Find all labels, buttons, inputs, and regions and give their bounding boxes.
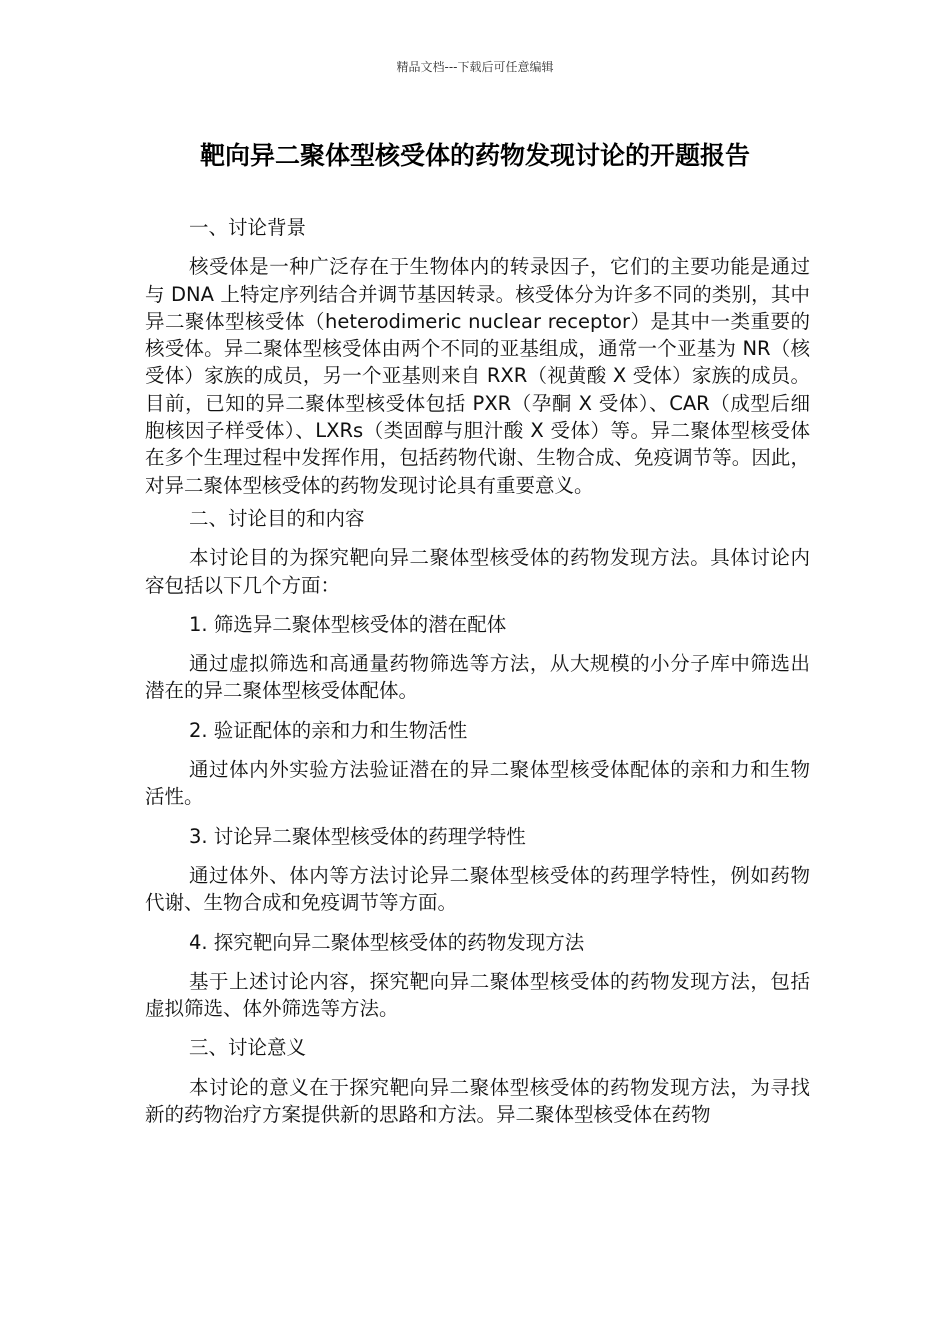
item-heading-2: 2. 验证配体的亲和力和生物活性	[189, 718, 468, 742]
document-body	[145, 214, 810, 1128]
item-heading-4: 4. 探究靶向异二聚体型核受体的药物发现方法	[189, 930, 585, 954]
document-title: 靶向异二聚体型核受体的药物发现讨论的开题报告	[199, 141, 750, 170]
header-note: 精品文档---下载后可任意编辑	[396, 60, 554, 74]
item-paragraph-3: 通过体外、体内等方法讨论异二聚体型核受体的药理学特性，例如药物代谢、生物合成和免疫调节等方面。	[145, 863, 810, 915]
section-heading-background: 一、讨论背景	[189, 216, 307, 239]
section-heading-significance: 三、讨论意义	[189, 1036, 307, 1060]
section-heading-purpose: 二、讨论目的和内容	[189, 506, 365, 530]
paragraph-significance: 本讨论的意义在于探究靶向异二聚体型核受体的药物发现方法，为寻找新的药物治疗方案提供新的思路和方法。异二聚体型核受体在药物	[145, 1075, 810, 1127]
item-paragraph-2: 通过体内外实验方法验证潜在的异二聚体型核受体配体的亲和力和生物活性。	[145, 758, 810, 809]
paragraph-background: 核受体是一种广泛存在于生物体内的转录因子，它们的主要功能是通过与 DNA 上特定序列结合并调节基因转录。核受体分为许多不同的类别，其中异二聚体型核受体（heterodimeric nuclear receptor）是其中一类重要的核受体。异二聚体型核受体由两个不同的亚基组成，通常一个亚基为 NR（核受体）家族的成员，另一个亚基则来自 RXR（视黄酸 X 受体）家族的成员。目前，已知的异二聚体型核受体包括 PXR（孕酮 X 受体）、CAR（成型后细胞核因子样受体）、LXRs（类固醇与胆汁酸 X 受体）等。异二聚体型核受体在多个生理过程中发挥作用，包括药物代谢、生物合成、免疫调节等。因此，对异二聚体型核受体的药物发现讨论具有重要意义。	[145, 255, 810, 497]
paragraph-purpose: 本讨论目的为探究靶向异二聚体型核受体的药物发现方法。具体讨论内容包括以下几个方面：	[145, 546, 810, 597]
item-heading-1: 1. 筛选异二聚体型核受体的潜在配体	[189, 612, 507, 636]
item-heading-3: 3. 讨论异二聚体型核受体的药理学特性	[189, 824, 526, 848]
item-paragraph-1: 通过虚拟筛选和高通量药物筛选等方法，从大规模的小分子库中筛选出潜在的异二聚体型核受体配体。	[145, 652, 810, 703]
item-paragraph-4: 基于上述讨论内容，探究靶向异二聚体型核受体的药物发现方法，包括虚拟筛选、体外筛选等方法。	[145, 969, 810, 1021]
